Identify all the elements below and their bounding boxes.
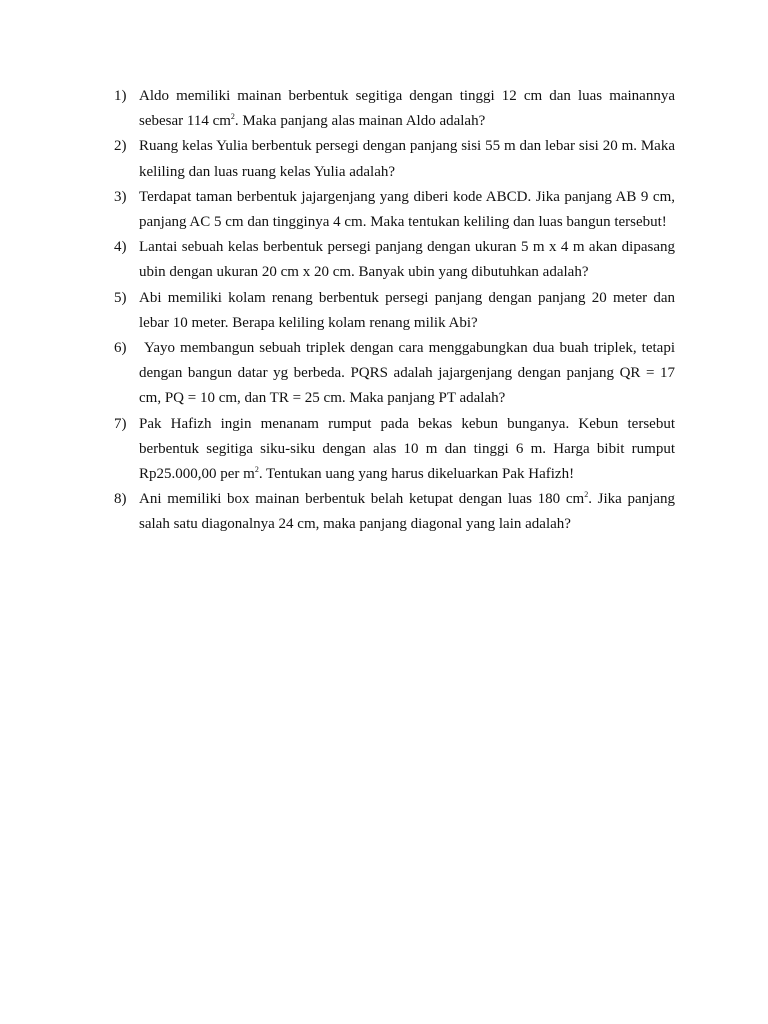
question-item-5 (114, 286, 675, 336)
question-number: 2) (114, 138, 127, 155)
question-list (114, 84, 675, 538)
question-text-part: . Tentukan uang yang harus dikeluarkan Pak Hafizh! (258, 466, 575, 483)
question-number: 4) (114, 239, 127, 256)
superscript-square: 2 (254, 465, 259, 475)
question-number: 6) (114, 340, 127, 357)
question-text-part: . Maka panjang alas mainan Aldo adalah? (234, 113, 486, 130)
question-item-8 (114, 487, 675, 537)
question-item-4 (114, 235, 675, 285)
question-number: 3) (114, 188, 127, 205)
question-item-6 (114, 336, 675, 412)
question-text-part: . Jika panjang salah satu diagonalnya 24 cm, maka panjang diagonal yang lain adalah? (139, 491, 675, 533)
question-text-part: Pak Hafizh ingin menanam rumput pada bekas kebun bunganya. Kebun tersebut berbentuk segitiga siku-siku dengan alas 10 m dan tinggi 6 m. Harga bibit rumput Rp25.000,00 per m (139, 415, 675, 483)
question-item-3 (114, 185, 675, 235)
superscript-square: 2 (230, 112, 235, 122)
question-item-1 (114, 84, 675, 134)
question-text: Ruang kelas Yulia berbentuk persegi dengan panjang sisi 55 m dan lebar sisi 20 m. Maka keliling dan luas ruang kelas Yulia adalah? (139, 138, 675, 180)
question-item-7 (114, 412, 675, 488)
question-number: 5) (114, 289, 127, 306)
question-item-2 (114, 134, 675, 184)
question-text: Abi memiliki kolam renang berbentuk persegi panjang dengan panjang 20 meter dan lebar 10 meter. Berapa keliling kolam renang milik Abi? (139, 289, 675, 331)
question-text: Yayo membangun sebuah triplek dengan cara menggabungkan dua buah triplek, tetapi dengan bangun datar yg berbeda. PQRS adalah jajargenjang dengan panjang QR = 17 cm, PQ = 10 cm, dan TR = 25 cm. Maka panjang PT adalah? (139, 340, 675, 407)
question-text-wrapper (139, 336, 675, 412)
question-text (139, 487, 675, 537)
question-text-part: Ani memiliki box mainan berbentuk belah ketupat dengan luas 180 cm (139, 491, 585, 508)
question-text (139, 84, 675, 134)
question-number: 7) (114, 415, 127, 432)
question-text-part: Aldo memiliki mainan berbentuk segitiga dengan tinggi 12 cm dan luas mainannya sebesar 114 cm (139, 88, 675, 130)
question-text: Terdapat taman berbentuk jajargenjang yang diberi kode ABCD. Jika panjang AB 9 cm, panjang AC 5 cm dan tingginya 4 cm. Maka tentukan keliling dan luas bangun tersebut! (139, 188, 675, 231)
question-number: 1) (114, 88, 127, 104)
superscript-square: 2 (584, 490, 589, 500)
question-text (139, 412, 675, 488)
question-number: 8) (114, 491, 127, 508)
question-text: Lantai sebuah kelas berbentuk persegi panjang dengan ukuran 5 m x 4 m akan dipasang ubin dengan ukuran 20 cm x 20 cm. Banyak ubin yang dibutuhkan adalah? (139, 239, 675, 281)
